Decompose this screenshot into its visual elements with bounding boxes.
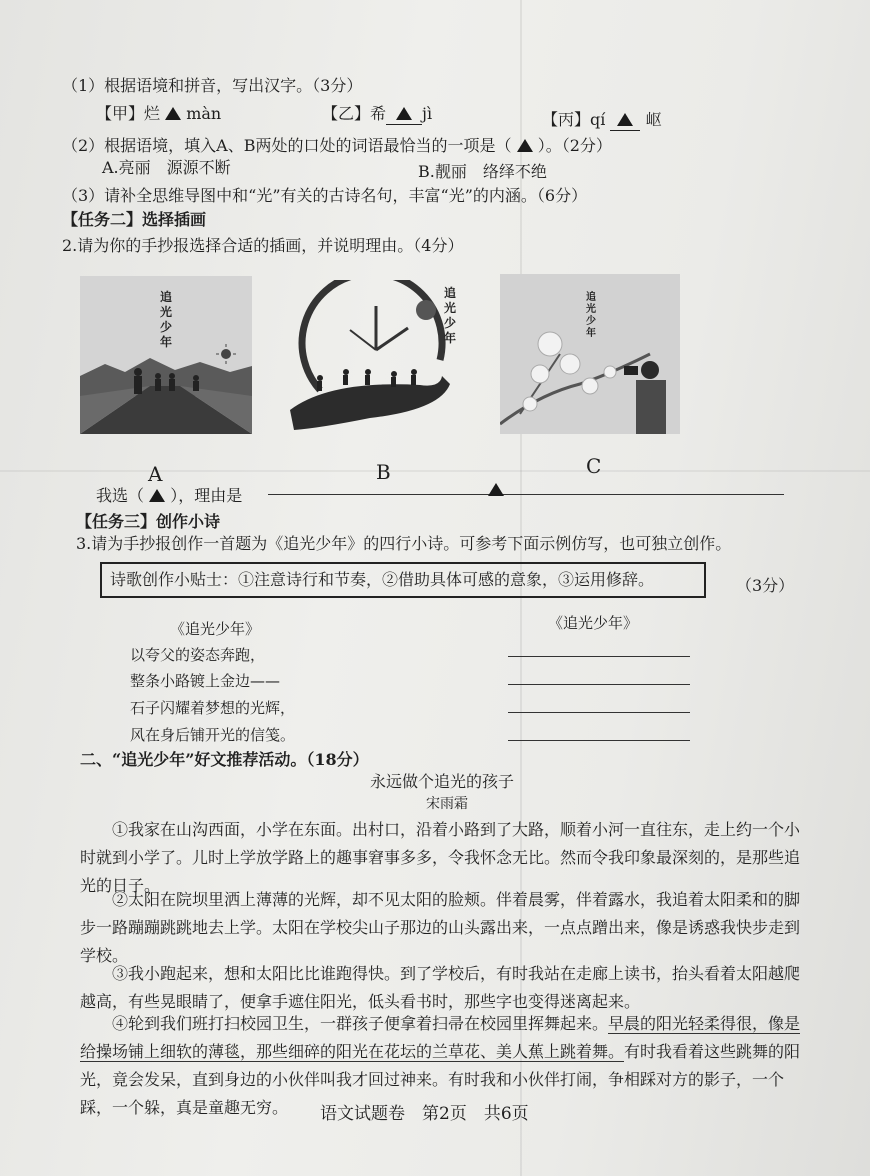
bing-char: 岖: [645, 110, 662, 129]
sample-poem-title: 《追光少年》: [170, 620, 261, 638]
task2-question: 2.请为你的手抄报选择合适的插画，并说明理由。（4分）: [62, 236, 464, 255]
blank-triangle-icon: [396, 107, 412, 120]
paragraph-2: ②太阳在院坝里洒上薄薄的光辉，却不见太阳的脸颊。伴着晨雾，伴着露水，我追着太阳柔和的脚步一路蹦蹦跳跳地去上学。太阳在学校尖山子那边的山头露出来，一点点蹭出来，像是诱惑我快步走到学校。: [80, 890, 801, 965]
illustration-c-title: 追光少年: [586, 292, 596, 339]
blank-triangle-icon: [517, 139, 533, 152]
illustration-b-label: B: [376, 460, 391, 484]
yi-pinyin: jì: [422, 104, 433, 123]
paper-crease: [0, 470, 870, 472]
task3-score: （3分）: [736, 576, 795, 595]
illustration-c[interactable]: [500, 274, 680, 434]
choose-line: 我选（ ），理由是: [96, 486, 243, 505]
paragraph-1: ①我家在山沟西面，小学在东面。出村口，沿着小路到了大路，顺着小河一直往东，走上约一个小时就到小学了。儿时上学放学路上的趣事窘事多多，令我怀念无比。然而令我印象最深刻的，是那些追光的日子。: [80, 820, 801, 895]
task2-heading: 【任务二】选择插画: [62, 210, 207, 229]
task3-heading: 【任务三】创作小诗: [76, 512, 221, 531]
article-author: 宋雨霜: [426, 796, 468, 812]
q1-bing: [542, 110, 662, 131]
illustration-b[interactable]: [290, 280, 470, 434]
blank-triangle-icon: [617, 113, 633, 126]
task3-question: 3.请为手抄报创作一首题为《追光少年》的四行小诗。可参考下面示例仿写，也可独立创作。: [76, 534, 732, 553]
sample-poem-line: 以夸父的姿态奔跑，: [130, 646, 266, 664]
poem-answer-line[interactable]: [508, 712, 690, 713]
article-title: 永远做个追光的孩子: [370, 772, 515, 791]
blank-triangle-icon: [165, 107, 181, 120]
q1-sub1: （1）根据语境和拼音，写出汉字。（3分）: [62, 76, 363, 95]
blank-triangle-icon: [488, 483, 504, 496]
bing-label: 【丙】qí: [542, 110, 606, 129]
yi-label: 【乙】希: [322, 104, 387, 123]
jia-label: 【甲】烂: [96, 104, 161, 123]
underlined-sentence: 早晨的阳光轻柔得很，像是给操场铺上细软的薄毯，那些细碎的阳光在花坛的兰草花、美人蕉上跳着舞。: [80, 1014, 801, 1061]
illustration-a-label: A: [148, 462, 163, 486]
sample-poem-line: 整条小路镀上金边——: [130, 672, 281, 690]
jia-pinyin: màn: [186, 104, 222, 123]
sample-poem-line: 风在身后铺开光的信笺。: [130, 726, 296, 744]
poem-answer-line[interactable]: [508, 740, 690, 741]
q1-option-b: B.靓丽 络绎不绝: [418, 162, 547, 181]
poem-answer-line[interactable]: [508, 684, 690, 685]
poem-answer-line[interactable]: [508, 656, 690, 657]
answer-poem-title: 《追光少年》: [548, 614, 639, 632]
poetry-tips: 诗歌创作小贴士：①注意诗行和节奏，②借助具体可感的意象，③运用修辞。: [110, 570, 655, 589]
reason-answer-line[interactable]: [268, 494, 784, 495]
paragraph-4: ④轮到我们班打扫校园卫生，一群孩子便拿着扫帚在校园里挥舞起来。早晨的阳光轻柔得很，像是给操场铺上细软的薄毯，那些细碎的阳光在花坛的兰草花、美人蕉上跳着舞。有时我看着这些跳舞的阳光，竟会发呆，直到身边的小伙伴叫我才回过神来。有时我和小伙伴打闹，争相踩对方的影子，一个踩，一个躲，真是童趣无穷。: [80, 1014, 801, 1117]
illustration-a-title: 追光少年: [160, 290, 173, 349]
blank-triangle-icon: [149, 489, 165, 502]
q1-sub2: （2）根据语境，填入A、B两处的口处的词语最恰当的一项是（ ）。（2分）: [62, 136, 612, 155]
q1-sub3: （3）请补全思维导图中和“光”有关的古诗名句，丰富“光”的内涵。（6分）: [62, 186, 588, 205]
paragraph-3: ③我小跑起来，想和太阳比比谁跑得快。到了学校后，有时我站在走廊上读书，抬头看着太阳越爬越高，有些晃眼睛了，便拿手遮住阳光，低头看书时，那些字也变得迷离起来。: [80, 964, 801, 1011]
illustration-c-label: C: [586, 454, 602, 478]
page-footer: 语文试题卷 第2页 共6页: [320, 1104, 529, 1124]
q1-jia: [96, 104, 221, 124]
illustration-a[interactable]: [80, 276, 252, 434]
section2-heading: 二、“追光少年”好文推荐活动。（18分）: [80, 750, 369, 769]
illustration-b-title: 追光少年: [444, 286, 457, 345]
q1-yi: [322, 104, 432, 125]
q1-option-a: A.亮丽 源源不断: [102, 158, 231, 177]
sample-poem-line: 石子闪耀着梦想的光辉，: [130, 699, 296, 717]
poetry-tips-box: [100, 562, 706, 598]
clock-runners-icon: [290, 280, 470, 434]
